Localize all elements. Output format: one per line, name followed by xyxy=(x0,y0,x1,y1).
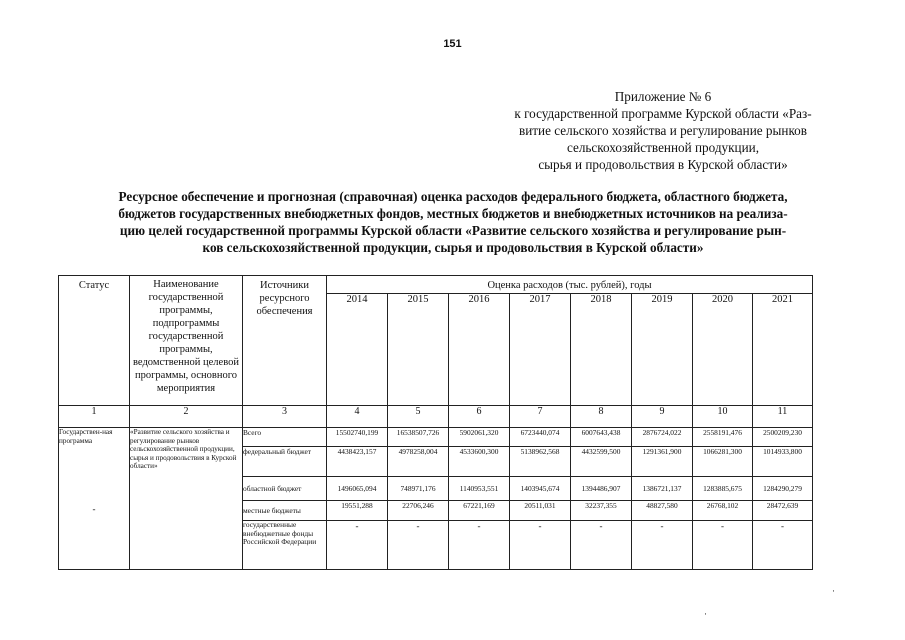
value-cell: 6723440,074 xyxy=(510,428,571,447)
column-number: 1 xyxy=(59,406,130,428)
appendix-line: к государственной программе Курской области «Раз- xyxy=(514,106,812,121)
header-year: 2021 xyxy=(753,294,813,406)
value-cell: 4533600,300 xyxy=(449,447,510,477)
scan-speck: · xyxy=(704,609,707,619)
header-status: Статус xyxy=(59,276,130,406)
source-label: федеральный бюджет xyxy=(243,447,327,477)
title-line: цию целей государственной программы Курской области «Развитие сельского хозяйства и регулирование рын- xyxy=(119,223,787,238)
value-cell: 5138962,568 xyxy=(510,447,571,477)
title-line: бюджетов государственных внебюджетных фондов, местных бюджетов и внебюджетных источников на реализа- xyxy=(118,206,788,221)
scan-speck: · xyxy=(832,586,835,596)
source-label: местные бюджеты xyxy=(243,501,327,521)
value-cell: - xyxy=(510,521,571,570)
value-cell: - xyxy=(388,521,449,570)
header-year: 2015 xyxy=(388,294,449,406)
value-cell: 1394486,907 xyxy=(571,477,632,501)
value-cell: 4978258,004 xyxy=(388,447,449,477)
value-cell: 15502740,199 xyxy=(327,428,388,447)
value-cell: 1386721,137 xyxy=(632,477,693,501)
header-year: 2018 xyxy=(571,294,632,406)
column-number: 10 xyxy=(693,406,753,428)
value-cell: 1291361,900 xyxy=(632,447,693,477)
value-cell: 48827,580 xyxy=(632,501,693,521)
document-title xyxy=(56,188,850,256)
source-label: областной бюджет xyxy=(243,477,327,501)
value-cell: 2558191,476 xyxy=(693,428,753,447)
column-number: 11 xyxy=(753,406,813,428)
value-cell: 1284290,279 xyxy=(753,477,813,501)
value-cell: - xyxy=(632,521,693,570)
header-year: 2019 xyxy=(632,294,693,406)
value-cell: 28472,639 xyxy=(753,501,813,521)
value-cell: - xyxy=(571,521,632,570)
value-cell: 32237,355 xyxy=(571,501,632,521)
status-dash: - xyxy=(92,504,96,515)
value-cell: 1066281,300 xyxy=(693,447,753,477)
header-name: Наименование государственной программы, подпрограммы государственной программы, ведомственной целевой программы, основного мероприятия xyxy=(130,276,243,406)
value-cell: 67221,169 xyxy=(449,501,510,521)
title-line: ков сельскохозяйственной продукции, сырья и продовольствия в Курской области» xyxy=(202,240,704,255)
value-cell: 1014933,800 xyxy=(753,447,813,477)
header-sources: Источники ресурсного обеспечения xyxy=(243,276,327,406)
appendix-line: сельскохозяйственной продукции, xyxy=(566,140,760,155)
header-year: 2014 xyxy=(327,294,388,406)
program-name-cell: «Развитие сельского хозяйства и регулирование рынков сельскохозяйственной продукции, сырья и продовольствия в Курской области» xyxy=(130,428,243,570)
value-cell: 4432599,500 xyxy=(571,447,632,477)
header-year: 2016 xyxy=(449,294,510,406)
source-label: Всего xyxy=(243,428,327,447)
header-year: 2020 xyxy=(693,294,753,406)
column-number: 9 xyxy=(632,406,693,428)
appendix-line: витие сельского хозяйства и регулирование рынков xyxy=(519,123,807,138)
column-number: 2 xyxy=(130,406,243,428)
column-number: 4 xyxy=(327,406,388,428)
value-cell: 748971,176 xyxy=(388,477,449,501)
source-label: государственные внебюджетные фонды Российской Федерации xyxy=(243,521,327,570)
value-cell: 6007643,438 xyxy=(571,428,632,447)
value-cell: 4438423,157 xyxy=(327,447,388,477)
value-cell: 22706,246 xyxy=(388,501,449,521)
column-number: 7 xyxy=(510,406,571,428)
value-cell: 5902061,320 xyxy=(449,428,510,447)
value-cell: 2876724,022 xyxy=(632,428,693,447)
header-year: 2017 xyxy=(510,294,571,406)
value-cell: 1283885,675 xyxy=(693,477,753,501)
appendix-line: сырья и продовольствия в Курской области» xyxy=(538,157,788,172)
value-cell: - xyxy=(693,521,753,570)
value-cell: 20511,031 xyxy=(510,501,571,521)
value-cell: 1403945,674 xyxy=(510,477,571,501)
value-cell: 16538507,726 xyxy=(388,428,449,447)
header-estimate: Оценка расходов (тыс. рублей), годы xyxy=(327,276,813,294)
appendix-heading xyxy=(462,88,864,173)
appendix-line: Приложение № 6 xyxy=(614,89,712,104)
column-number: 3 xyxy=(243,406,327,428)
value-cell: 1496065,094 xyxy=(327,477,388,501)
status-cell xyxy=(59,428,130,570)
value-cell: - xyxy=(753,521,813,570)
column-number: 8 xyxy=(571,406,632,428)
value-cell: 2500209,230 xyxy=(753,428,813,447)
value-cell: 1140953,551 xyxy=(449,477,510,501)
value-cell: - xyxy=(449,521,510,570)
value-cell: 19551,288 xyxy=(327,501,388,521)
value-cell: - xyxy=(327,521,388,570)
column-number: 5 xyxy=(388,406,449,428)
status-text: Государствен-ная программа xyxy=(59,428,113,445)
value-cell: 26768,102 xyxy=(693,501,753,521)
page-number: 151 xyxy=(443,38,462,50)
resource-table xyxy=(58,275,813,570)
column-number: 6 xyxy=(449,406,510,428)
title-line: Ресурсное обеспечение и прогнозная (справочная) оценка расходов федерального бюджета, областного бюджета, xyxy=(118,189,788,204)
